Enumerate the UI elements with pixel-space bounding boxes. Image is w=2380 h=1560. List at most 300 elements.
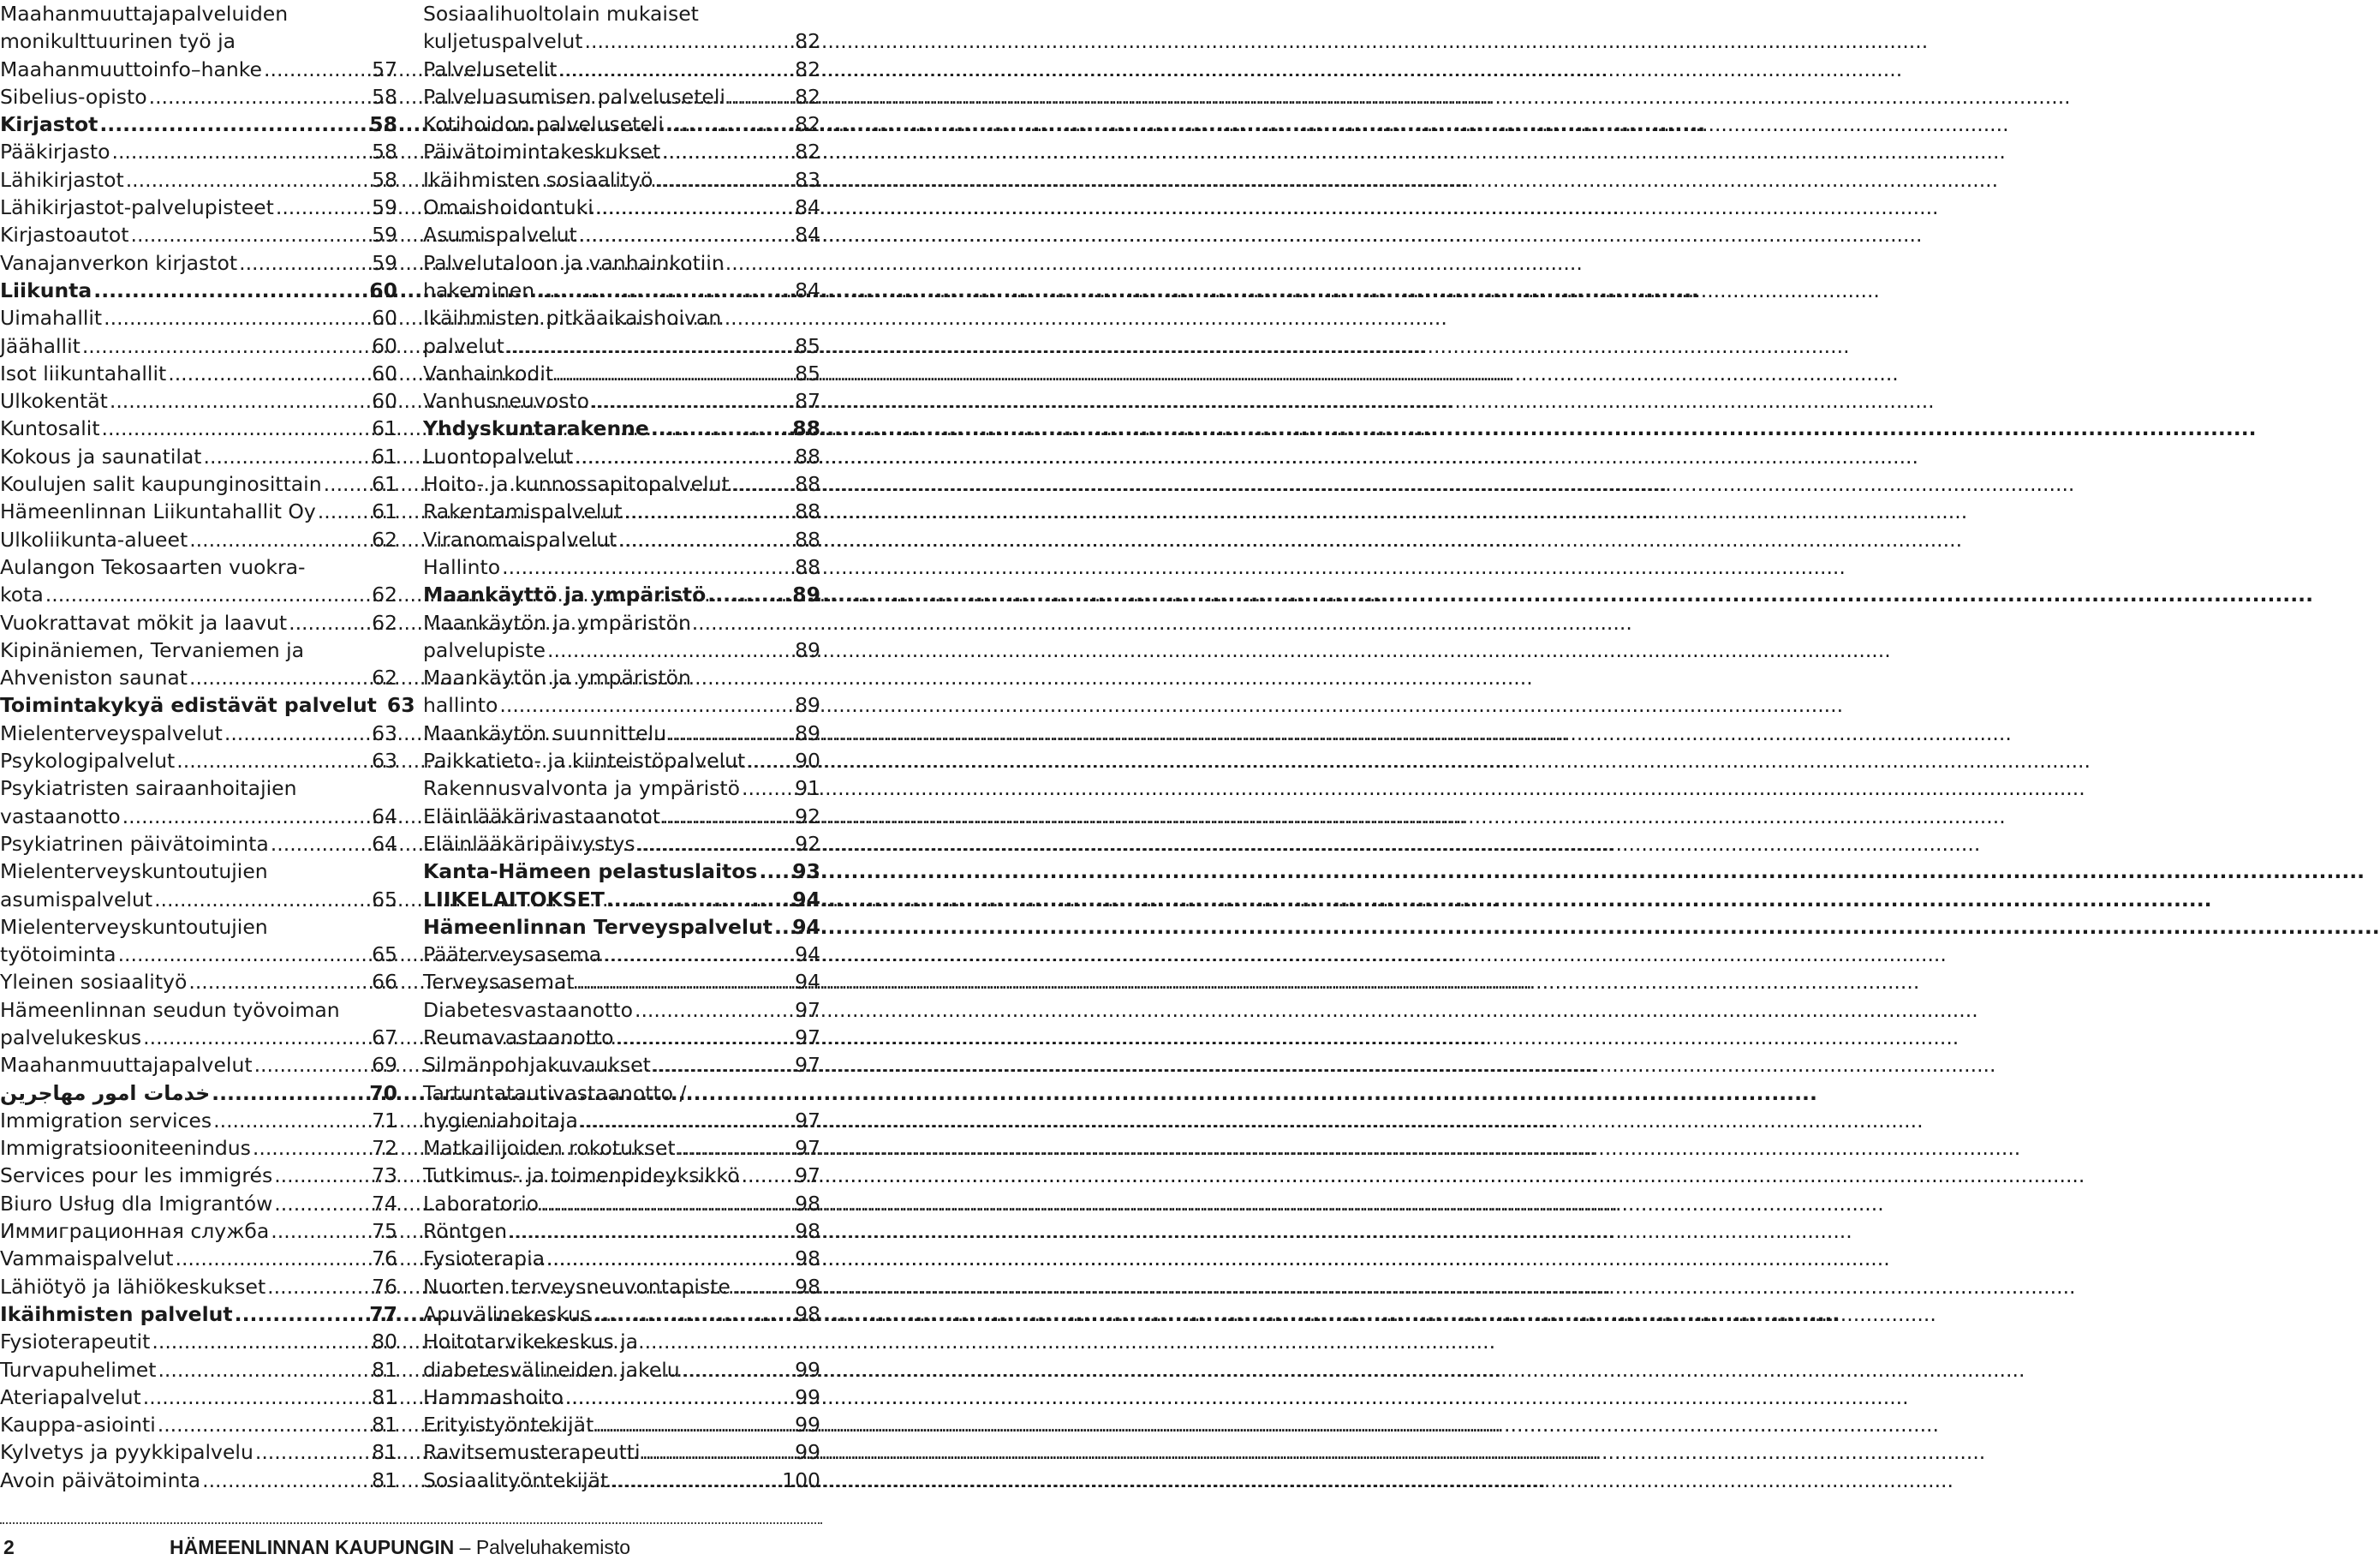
toc-entry[interactable] (0, 1107, 397, 1134)
toc-entry[interactable] (0, 166, 397, 194)
toc-entry-title: Biuro Usług dla Imigrantów (0, 1191, 273, 1216)
toc-entry[interactable] (0, 1438, 397, 1466)
toc-page-number: 85 (795, 333, 820, 358)
toc-entry-title: Immigratsiooniteenindus (0, 1136, 251, 1161)
toc-entry-line (423, 387, 820, 415)
toc-entry-line (0, 747, 397, 774)
toc-entry[interactable] (0, 1411, 397, 1438)
toc-dot-leader (93, 277, 367, 304)
toc-dot-leader (318, 498, 370, 525)
toc-entry[interactable] (423, 1273, 820, 1300)
toc-page-number: 81 (372, 1467, 397, 1492)
toc-entry[interactable] (423, 886, 820, 913)
toc-entry-line (423, 221, 820, 248)
toc-entry-line (423, 609, 820, 637)
toc-page-number: 90 (795, 749, 820, 774)
toc-dot-leader (152, 1328, 370, 1355)
toc-entry[interactable] (0, 747, 397, 774)
toc-entry[interactable] (423, 1300, 820, 1328)
toc-entry[interactable] (423, 1328, 820, 1384)
toc-entry-line (0, 83, 397, 111)
toc-entry[interactable] (423, 1051, 820, 1079)
toc-page-number: 59 (372, 223, 397, 248)
toc-dot-leader (707, 581, 790, 608)
toc-entry-title: Kotihoidon palveluseteli (423, 112, 664, 137)
toc-entry-line (0, 221, 397, 248)
toc-page-number: 88 (795, 527, 820, 552)
toc-entry[interactable] (423, 747, 820, 774)
toc-entry-line (423, 581, 820, 608)
toc-entry-title: Rakentamispalvelut (423, 499, 623, 524)
toc-dot-leader (82, 332, 370, 360)
toc-entry-line (0, 1273, 397, 1300)
toc-entry[interactable] (0, 830, 397, 858)
toc-entry-line (423, 1051, 820, 1079)
toc-dot-leader (276, 194, 370, 221)
toc-entry-title: Maahanmuuttoinfo–hanke (0, 57, 262, 81)
toc-entry-title: hallinto (423, 693, 498, 718)
toc-entry[interactable] (423, 56, 820, 83)
toc-entry-title: Tutkimus- ja toimenpideyksikkö (423, 1163, 740, 1188)
toc-entry[interactable] (423, 1162, 820, 1189)
toc-entry[interactable] (0, 249, 397, 277)
toc-entry-line (0, 774, 397, 802)
toc-entry[interactable] (423, 1384, 820, 1411)
toc-page-number: 98 (795, 1246, 820, 1271)
toc-dot-leader (668, 720, 793, 747)
toc-entry-title: خدمات امور مهاجرين (0, 1080, 211, 1105)
toc-dot-leader (651, 415, 790, 442)
toc-entry-line (423, 277, 820, 304)
toc-dot-leader (575, 443, 793, 470)
toc-page-number: 61 (372, 416, 397, 441)
toc-entry-title: Hämeenlinnan Liikuntahallit Oy (0, 499, 316, 524)
toc-dot-leader (682, 1356, 793, 1384)
toc-dot-leader (665, 111, 793, 138)
toc-entry[interactable] (423, 83, 820, 111)
toc-entry-title: Ulkokentät (0, 389, 108, 414)
toc-left-column (0, 0, 415, 1494)
toc-entry[interactable] (423, 1134, 820, 1162)
toc-entry-title: työtoiminta (0, 942, 116, 967)
toc-dot-leader (213, 1107, 370, 1134)
toc-entry[interactable] (423, 166, 820, 194)
toc-entry-line (0, 526, 397, 553)
toc-page-number: 98 (795, 1274, 820, 1299)
toc-entry[interactable] (0, 1162, 397, 1189)
toc-entry[interactable] (423, 470, 820, 498)
toc-page-number: 82 (795, 112, 820, 137)
toc-page-number: 88 (795, 444, 820, 469)
toc-entry-title: hygieniahoitaja (423, 1108, 578, 1133)
toc-entry[interactable] (0, 498, 397, 525)
toc-page-number: 69 (372, 1053, 397, 1078)
toc-page-number: 88 (795, 499, 820, 524)
toc-entry-line (423, 1217, 820, 1245)
toc-entry-line (0, 304, 397, 332)
toc-entry-title: Ulkoliikunta-alueet (0, 527, 188, 552)
toc-entry-line (0, 637, 397, 664)
toc-entry[interactable] (0, 0, 397, 83)
toc-page-number: 62 (372, 610, 397, 635)
toc-entry-title: Sibelius-opisto (0, 84, 147, 109)
toc-entry[interactable] (423, 415, 820, 442)
toc-entry[interactable] (423, 553, 820, 581)
toc-entry-title: Ikäihmisten sosiaalityö (423, 167, 653, 192)
toc-entry-title: Päivätoimintakeskukset (423, 140, 661, 164)
toc-entry-line (0, 803, 397, 830)
toc-entry[interactable] (423, 858, 820, 885)
toc-dot-leader (576, 968, 793, 995)
toc-entry-title: Vanhusneuvosto (423, 389, 589, 414)
toc-entry[interactable] (423, 138, 820, 165)
toc-dot-leader (635, 996, 793, 1024)
toc-entry-line (0, 1134, 397, 1162)
toc-page-number: 81 (372, 1384, 397, 1409)
toc-page-number: 98 (795, 1219, 820, 1244)
toc-entry[interactable] (423, 581, 820, 608)
toc-entry[interactable] (0, 1384, 397, 1411)
toc-entry[interactable] (423, 387, 820, 415)
toc-entry-line (423, 1328, 820, 1355)
toc-entry[interactable] (0, 1245, 397, 1272)
toc-entry[interactable] (0, 83, 397, 111)
toc-entry[interactable] (0, 1356, 397, 1384)
toc-dot-leader (595, 194, 793, 221)
toc-entry[interactable] (423, 664, 820, 720)
toc-entry-title: Uimahallit (0, 306, 103, 331)
toc-entry[interactable] (423, 968, 820, 995)
toc-page-number: 84 (795, 223, 820, 248)
toc-entry[interactable] (0, 1273, 397, 1300)
toc-entry-line (423, 968, 820, 995)
toc-dot-leader (189, 664, 370, 691)
toc-entry[interactable] (0, 720, 397, 747)
toc-entry[interactable] (0, 1300, 397, 1328)
toc-entry[interactable] (0, 387, 397, 415)
toc-entry-title: Kirjastot (0, 112, 98, 137)
toc-entry[interactable] (423, 498, 820, 525)
toc-entry-line (423, 1411, 820, 1438)
toc-entry[interactable] (423, 1190, 820, 1217)
toc-entry-line (0, 996, 397, 1024)
toc-entry-title: Vanhainkodit (423, 361, 554, 386)
toc-page-number: 73 (372, 1163, 397, 1188)
toc-entry-line (0, 1162, 397, 1189)
toc-entry-line (423, 1356, 820, 1384)
toc-entry-title: Diabetesvastaanotto (423, 997, 633, 1022)
toc-entry-line (0, 830, 397, 858)
toc-dot-leader (742, 1162, 793, 1189)
toc-entry-title: Pääterveysasema (423, 942, 602, 967)
toc-entry[interactable] (423, 111, 820, 138)
toc-entry[interactable] (0, 138, 397, 165)
toc-entry[interactable] (0, 194, 397, 221)
toc-entry[interactable] (0, 1467, 397, 1494)
toc-entry[interactable] (423, 609, 820, 665)
toc-entry[interactable] (423, 194, 820, 221)
toc-page-number: 88 (792, 416, 820, 441)
toc-dot-leader (502, 553, 793, 581)
toc-dot-leader (727, 83, 793, 111)
toc-entry-title: Reumavastaanotto (423, 1025, 614, 1049)
toc-entry[interactable] (0, 111, 397, 138)
toc-page-number: 62 (372, 583, 397, 607)
toc-page-number: 82 (795, 57, 820, 81)
toc-entry-line (423, 360, 820, 387)
toc-entry-line (423, 913, 820, 941)
toc-entry[interactable] (423, 360, 820, 387)
toc-dot-leader (143, 1384, 370, 1411)
toc-entry-title: Avoin päivätoiminta (0, 1467, 201, 1492)
toc-dot-leader (255, 1438, 370, 1466)
toc-entry[interactable] (0, 553, 397, 609)
toc-entry[interactable] (0, 1217, 397, 1245)
toc-dot-leader (499, 691, 793, 719)
toc-entry-title: Röntgen (423, 1219, 508, 1244)
toc-entry-line (0, 1384, 397, 1411)
toc-entry-line (0, 691, 415, 719)
toc-entry[interactable] (423, 1411, 820, 1438)
toc-page-number: 97 (795, 997, 820, 1022)
toc-entry[interactable] (0, 1328, 397, 1355)
toc-dot-leader (126, 166, 370, 194)
toc-entry-line (423, 664, 820, 691)
toc-entry[interactable] (423, 221, 820, 248)
toc-page-number: 84 (795, 278, 820, 302)
toc-entry[interactable] (423, 913, 820, 941)
toc-entry[interactable] (423, 249, 820, 305)
toc-entry-line (423, 470, 820, 498)
toc-entry[interactable] (423, 526, 820, 553)
toc-entry-line (423, 1467, 820, 1494)
toc-entry[interactable] (423, 803, 820, 830)
toc-dot-leader (176, 747, 370, 774)
toc-entry[interactable] (0, 774, 397, 830)
toc-entry[interactable] (423, 1245, 820, 1272)
toc-page-number: 65 (372, 887, 397, 911)
toc-dot-leader (158, 1356, 370, 1384)
toc-page-number: 71 (372, 1108, 397, 1133)
toc-dot-leader (595, 1411, 793, 1438)
toc-entry-title: Ravitsemusterapeutti (423, 1440, 641, 1465)
toc-page-number: 72 (372, 1136, 397, 1161)
toc-entry-title: Hammashoito (423, 1384, 564, 1409)
toc-entry[interactable] (0, 526, 397, 553)
toc-entry-line (423, 886, 820, 913)
toc-entry-title: Maahanmuuttajapalveluiden (0, 2, 289, 26)
toc-dot-leader (212, 1079, 367, 1107)
toc-entry[interactable] (423, 1024, 820, 1051)
toc-entry[interactable] (423, 304, 820, 360)
toc-entry-line (423, 691, 820, 719)
toc-page-number: 82 (795, 84, 820, 109)
toc-entry-title: Turvapuhelimet (0, 1357, 157, 1382)
toc-page-number: 97 (795, 1163, 820, 1188)
toc-dot-leader (264, 56, 370, 83)
toc-dot-leader (637, 830, 794, 858)
toc-entry-line (423, 1300, 820, 1328)
toc-page-number: 83 (795, 167, 820, 192)
toc-entry[interactable] (423, 941, 820, 968)
footer-dash: – (454, 1536, 476, 1558)
toc-entry[interactable] (0, 360, 397, 387)
toc-entry-line (0, 415, 397, 442)
toc-entry[interactable] (423, 443, 820, 470)
toc-entry[interactable] (0, 1134, 397, 1162)
toc-page-number: 80 (372, 1330, 397, 1354)
toc-dot-leader (662, 138, 793, 165)
toc-page-number: 94 (795, 942, 820, 967)
toc-entry[interactable] (423, 1438, 820, 1466)
toc-entry[interactable] (0, 637, 397, 692)
toc-entry-line (423, 498, 820, 525)
toc-entry[interactable] (423, 0, 820, 56)
toc-entry[interactable] (0, 221, 397, 248)
toc-entry[interactable] (423, 1217, 820, 1245)
toc-entry[interactable] (423, 720, 820, 747)
toc-entry-line (423, 249, 820, 277)
toc-dot-leader (202, 1467, 370, 1494)
toc-page-number: 61 (372, 499, 397, 524)
toc-entry-title: Maahanmuuttajapalvelut (0, 1053, 253, 1078)
toc-entry-title: palvelukeskus (0, 1025, 142, 1049)
toc-entry-title: Rakennusvalvonta ja ympäristö (423, 776, 741, 801)
toc-entry-title: palvelupiste (423, 637, 546, 662)
toc-entry-title: Immigration services (0, 1108, 212, 1133)
toc-entry[interactable] (423, 830, 820, 858)
toc-page-number: 59 (372, 250, 397, 275)
toc-entry[interactable] (0, 277, 397, 304)
toc-page-number: 91 (795, 776, 820, 801)
toc-dot-leader (579, 221, 793, 248)
toc-page-number: 74 (372, 1191, 397, 1216)
toc-dot-leader (565, 1384, 793, 1411)
toc-dot-leader (271, 830, 370, 858)
toc-dot-leader (606, 886, 790, 913)
toc-entry[interactable] (0, 913, 397, 969)
toc-entry[interactable] (0, 858, 397, 913)
toc-entry-line (0, 56, 397, 83)
toc-entry[interactable] (0, 304, 397, 332)
toc-dot-leader (677, 1134, 794, 1162)
toc-entry-line (0, 1245, 397, 1272)
toc-entry[interactable] (0, 443, 397, 470)
toc-page-number: 97 (795, 1136, 820, 1161)
toc-dot-leader (104, 304, 370, 332)
toc-entry-line (423, 553, 820, 581)
toc-entry[interactable] (0, 691, 415, 719)
toc-entry-title: monikulttuurinen työ ja (0, 29, 236, 54)
toc-entry[interactable] (0, 1079, 397, 1107)
page-number: 2 (3, 1536, 15, 1558)
toc-entry-title: Kanta-Hämeen pelastuslaitos (423, 859, 758, 884)
toc-entry[interactable] (423, 1467, 820, 1494)
toc-entry-title: Jäähallit (0, 333, 81, 358)
toc-page-number: 81 (372, 1357, 397, 1382)
toc-dot-leader (289, 609, 370, 637)
toc-entry[interactable] (0, 1051, 397, 1079)
toc-dot-leader (149, 83, 371, 111)
toc-page-number: 64 (372, 804, 397, 828)
toc-page-number: 98 (795, 1301, 820, 1326)
toc-entry[interactable] (423, 1079, 820, 1135)
toc-entry-line (423, 27, 820, 55)
toc-entry-title: Nuorten terveysneuvontapiste (423, 1274, 731, 1299)
toc-entry-title: Maankäytön ja ympäristön (423, 666, 691, 690)
toc-entry-line (0, 913, 397, 941)
toc-entry-line (423, 637, 820, 664)
toc-entry-title: Matkailijoiden rokotukset (423, 1136, 676, 1161)
toc-entry-line (423, 747, 820, 774)
toc-page-number: 97 (795, 1025, 820, 1049)
toc-entry[interactable] (0, 609, 397, 637)
toc-entry-line (423, 830, 820, 858)
toc-entry-title: Yleinen sosiaalityö (0, 970, 188, 995)
toc-entry-line (0, 1024, 397, 1051)
toc-entry-line (0, 194, 397, 221)
toc-entry[interactable] (423, 774, 820, 802)
toc-entry-title: hakeminen (423, 278, 535, 302)
toc-entry[interactable] (0, 968, 397, 995)
toc-entry-title: Lähikirjastot (0, 167, 124, 192)
toc-page-number: 76 (372, 1274, 397, 1299)
toc-page-number: 76 (372, 1246, 397, 1271)
toc-page-number: 75 (372, 1219, 397, 1244)
toc-dot-leader (731, 470, 793, 498)
toc-page-number: 99 (795, 1413, 820, 1437)
toc-dot-leader (662, 803, 793, 830)
toc-entry-title: Erityistyöntekijät (423, 1413, 594, 1437)
toc-entry-line (423, 1384, 820, 1411)
toc-entry-line (0, 609, 397, 637)
toc-page-number: 84 (795, 195, 820, 220)
toc-entry-title: Aulangon Tekosaarten vuokra- (0, 554, 306, 579)
toc-entry-title: Ikäihmisten pitkäaikaishoivan (423, 306, 722, 331)
toc-entry-line (0, 1467, 397, 1494)
toc-entry[interactable] (0, 996, 397, 1052)
toc-entry-title: Vuokrattavat mökit ja laavut (0, 610, 288, 635)
toc-entry-title: Mielenterveyskuntoutujien (0, 859, 268, 884)
toc-entry-title: LIIKELAITOKSET (423, 887, 605, 911)
toc-entry-line (0, 387, 397, 415)
toc-entry-line (0, 664, 397, 691)
toc-entry-line (0, 138, 397, 165)
toc-entry-title: Palvelusetelit (423, 57, 558, 81)
toc-page-number: 99 (795, 1384, 820, 1409)
toc-entry[interactable] (0, 415, 397, 442)
toc-entry-line (0, 1107, 397, 1134)
toc-page-number: 100 (782, 1467, 820, 1492)
toc-page-number: 61 (372, 444, 397, 469)
toc-dot-leader (154, 886, 370, 913)
toc-entry[interactable] (423, 996, 820, 1024)
toc-entry[interactable] (0, 1190, 397, 1217)
toc-dot-leader (536, 277, 793, 304)
toc-entry-line (423, 1107, 820, 1134)
toc-entry-title: diabetesvälineiden jakelu (423, 1357, 680, 1382)
toc-entry[interactable] (0, 332, 397, 360)
toc-entry-line (0, 332, 397, 360)
toc-entry-title: Иммиграционная служба (0, 1219, 270, 1244)
toc-entry-title: Sosiaalihuoltolain mukaiset (423, 2, 699, 26)
toc-entry-title: Viranomaispalvelut (423, 527, 617, 552)
toc-entry[interactable] (0, 470, 397, 498)
toc-page-number: 99 (795, 1440, 820, 1465)
toc-entry-title: Kirjastoautot (0, 223, 129, 248)
toc-dot-leader (547, 637, 793, 664)
toc-entry-line (423, 858, 820, 885)
